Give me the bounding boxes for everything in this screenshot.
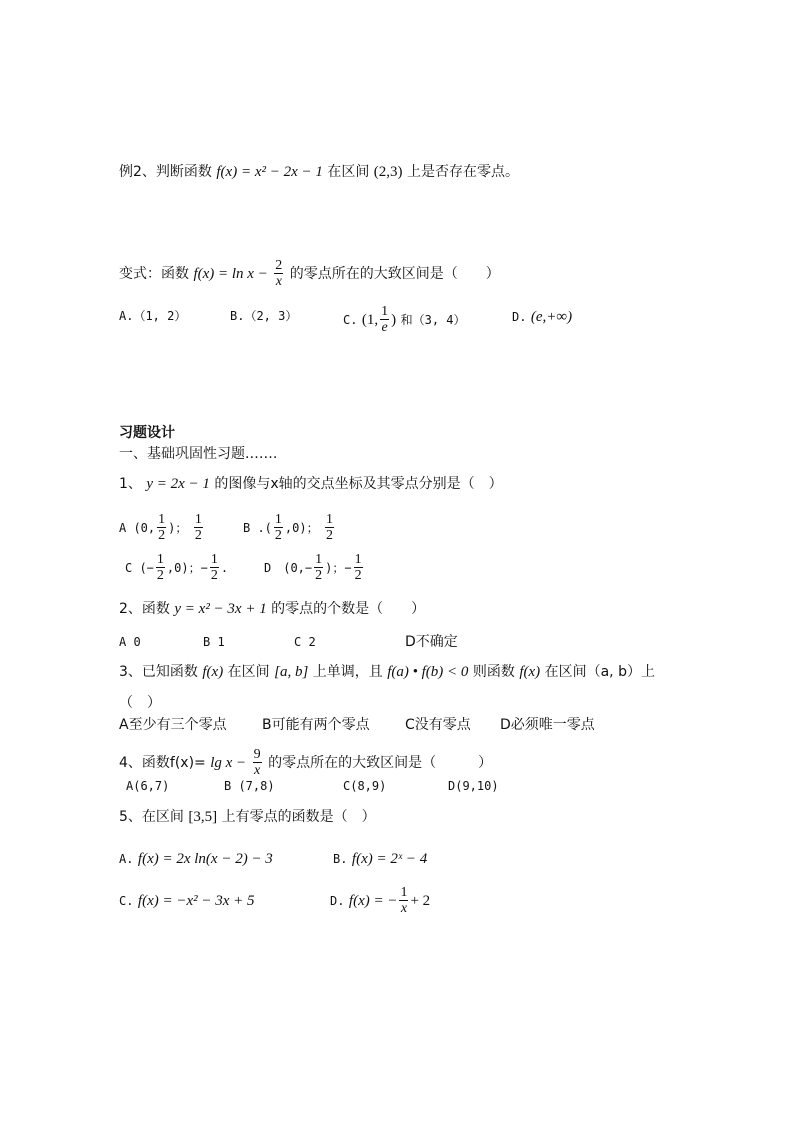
q1-a-num: 1 [158,512,166,527]
q5-interval: [3,5] [188,809,218,825]
q1-d-den-2: 2 [354,568,362,584]
q1-a-den-2: 2 [194,528,202,544]
q2-suffix: 的零点的个数是（ ） [271,601,426,617]
q1-a-den: 2 [158,528,166,544]
q1-d-frac [314,552,323,584]
q5-prefix: 5、在区间 [119,809,184,825]
q2-option-b: B 1 [203,635,225,649]
q1-c-num: 1 [156,552,164,567]
q1-b-mid: ,0)； [284,520,319,535]
q1-b-den: 2 [274,528,282,544]
variant-option-d [512,310,572,325]
q1-a-num-2: 1 [194,512,202,527]
q1-c-num-2: 1 [210,552,218,567]
variant-frac-num: 2 [275,258,283,273]
q4-option-a: A(6,7) [126,779,170,793]
q1-d-num: 1 [315,552,323,567]
q4-suffix: 的零点所在的大致区间是（ ） [268,754,493,771]
q5-a-function: f(x) = 2x ln(x − 2) − 3 [137,851,273,867]
q1-d-mid: )；− [325,560,352,575]
q3-option-a: A至少有三个零点 [119,717,227,733]
q5-c-label: C. [119,894,134,908]
q4-option-c: C(8,9) [343,779,387,793]
variant-option-c-math-pre: (1, [361,311,379,328]
q2-option-a: A 0 [119,635,141,649]
q2-option-d: D不确定 [405,634,458,650]
variant-frac-den: x [275,274,282,290]
q1-d-den: 2 [315,568,323,584]
q1-a-frac [157,512,166,544]
q1-c-frac-2 [210,552,219,584]
q1-option-b [243,512,336,544]
q3-f1: f(x) [202,664,224,680]
q5-option-d [330,885,430,917]
question-1 [119,477,503,492]
q5-a-label: A. [119,852,134,866]
variant-option-c [343,304,466,336]
q3-option-c: C没有零点 [405,717,471,733]
q1-b-den-2: 2 [326,528,334,544]
q4-frac-num: 9 [253,747,261,762]
q3-f2: f(x) [519,664,541,680]
q1-c-den-2: 2 [210,568,218,584]
q4-option-d: D(9,10) [448,779,499,793]
q5-d-fraction [399,885,408,917]
question-3 [119,665,655,680]
section-subtitle: 一、基础巩固性习题.…… [119,446,278,462]
variant-option-c-den: e [381,320,388,336]
q1-b-frac [274,512,283,544]
q1-b-num-2: 1 [326,512,334,527]
variant-option-b: B.（2, 3） [230,309,298,323]
q5-c-function: f(x) = −x² − 3x + 5 [137,893,255,909]
q5-b-label: B. [333,852,348,866]
q4-option-b: B (7,8) [224,779,275,793]
question-5 [119,810,376,825]
section-title: 习题设计 [119,425,175,441]
q5-d-den: x [400,901,408,917]
q1-c-frac [156,552,165,584]
variant-option-c-fraction [380,304,389,336]
q3-prefix: 3、已知函数 [119,664,198,680]
variant-prefix: 变式：函数 [119,265,189,282]
q1-prefix: 1、 [119,476,142,492]
q4-frac-den: x [254,763,261,779]
q1-b-pre: B .( [243,520,272,535]
example-2-suffix: 上是否存在零点。 [406,164,519,180]
q5-d-num: 1 [400,885,408,900]
q2-prefix: 2、函数 [119,601,170,617]
q5-option-a [119,852,273,867]
q3-blank: （ ） [119,695,161,711]
q5-b-function: f(x) = 2ˣ − 4 [351,851,428,867]
q1-b-frac-2 [325,512,334,544]
q3-mid2: 上单调，且 [312,664,383,680]
q1-c-pre: C (− [125,560,154,575]
q1-a-mid: )； [168,520,188,535]
q2-option-c: C 2 [294,635,316,649]
q1-b-num: 1 [274,512,282,527]
q3-option-d: D必须唯一零点 [500,717,595,733]
example-2-function: f(x) = x² − 2x − 1 [216,164,323,180]
variant-function: f(x) = ln x − [193,265,268,282]
q1-option-d [264,552,365,584]
q5-d-label: D. [330,893,345,908]
q5-option-c [119,894,255,909]
q1-c-den: 2 [156,568,164,584]
q5-d-function-post: + 2 [410,892,431,909]
variant-option-c-math-post: ) [391,311,397,328]
q5-d-function-pre: f(x) = − [348,892,398,909]
q3-interval: [a, b] [274,664,309,680]
q1-c-mid: ,0)；− [166,560,208,575]
q1-d-num-2: 1 [354,552,362,567]
q3-mid1: 在区间 [227,664,270,680]
q1-suffix: 的图像与x轴的交点坐标及其零点分别是（ ） [214,476,503,492]
question-2 [119,602,425,617]
variant-suffix: 的零点所在的大致区间是（ ） [289,265,500,282]
variant-option-c-label: C. [343,312,358,327]
variant-option-a: A.（1, 2） [119,309,187,323]
q1-function: y = 2x − 1 [146,476,210,492]
q3-option-b: B可能有两个零点 [262,717,370,733]
variant-question [119,258,500,290]
q1-c-end: . [220,560,229,575]
example-2-middle: 在区间 [327,164,370,180]
q3-mid3: 则函数 [472,664,515,680]
q1-a-frac-2 [194,512,203,544]
example-2-interval: (2,3) [373,164,403,180]
variant-fraction [274,258,283,290]
question-4 [119,747,492,779]
variant-option-d-math: (e,+∞) [530,309,573,325]
q2-function: y = x² − 3x + 1 [174,601,267,617]
example-2-question [119,165,519,180]
q4-prefix: 4、函数f(x)= [119,754,206,771]
q5-suffix: 上有零点的函数是（ ） [221,809,376,825]
variant-option-c-post: 和（3, 4） [400,312,466,327]
q3-mid4: 在区间（a, b）上 [544,664,655,680]
q3-condition: f(a) • f(b) < 0 [387,664,469,680]
variant-option-c-num: 1 [381,304,389,319]
q1-d-pre: D (0,− [264,560,313,575]
example-2-prefix: 例2、判断函数 [119,164,212,180]
q1-option-c [125,552,228,584]
q1-option-a [119,512,205,544]
q4-fraction [253,747,262,779]
q1-d-frac-2 [354,552,363,584]
q1-a-pre: A (0, [119,520,156,535]
q4-function: lg x − [210,754,247,771]
variant-option-d-label: D. [512,310,527,324]
q5-option-b [333,852,427,867]
